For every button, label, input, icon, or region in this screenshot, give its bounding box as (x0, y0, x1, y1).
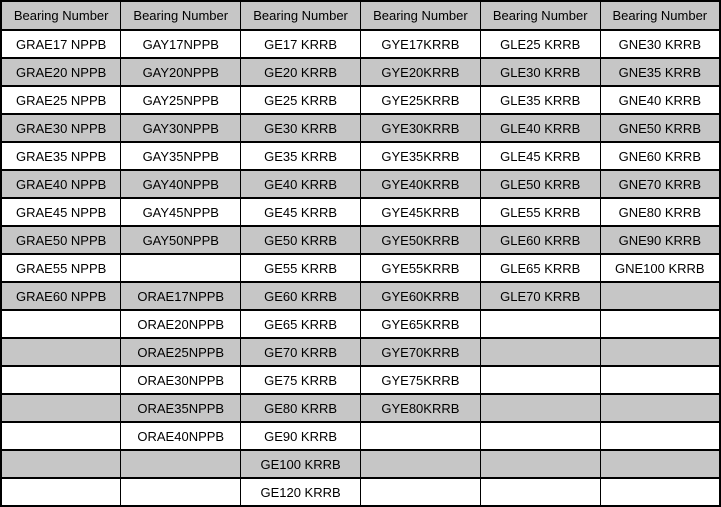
bearing-number-cell: GYE75KRRB (360, 366, 480, 394)
table-row-header (1, 1, 720, 30)
table-row (1, 366, 720, 394)
empty-cell (480, 422, 600, 450)
bearing-number-cell: ORAE35NPPB (121, 394, 241, 422)
bearing-number-cell: GAY30NPPB (121, 114, 241, 142)
bearing-number-cell: GYE70KRRB (360, 338, 480, 366)
bearing-number-cell: GLE65 KRRB (480, 254, 600, 282)
column-header: Bearing Number (480, 1, 600, 30)
bearing-number-cell: GAY25NPPB (121, 86, 241, 114)
bearing-number-cell: GE75 KRRB (241, 366, 361, 394)
bearing-number-cell: GNE100 KRRB (600, 254, 720, 282)
empty-cell (600, 282, 720, 310)
bearing-number-cell: GE60 KRRB (241, 282, 361, 310)
empty-cell (360, 478, 480, 506)
empty-cell (360, 450, 480, 478)
empty-cell (480, 338, 600, 366)
table-row (1, 310, 720, 338)
bearing-number-cell: GYE20KRRB (360, 58, 480, 86)
bearing-number-cell: GE70 KRRB (241, 338, 361, 366)
empty-cell (600, 310, 720, 338)
table-row (1, 226, 720, 254)
bearing-number-cell: GE80 KRRB (241, 394, 361, 422)
empty-cell (600, 366, 720, 394)
empty-cell (1, 478, 121, 506)
empty-cell (121, 450, 241, 478)
empty-cell (600, 450, 720, 478)
empty-cell (360, 422, 480, 450)
bearing-number-cell: GLE25 KRRB (480, 30, 600, 58)
bearing-number-cell: GYE80KRRB (360, 394, 480, 422)
column-header: Bearing Number (121, 1, 241, 30)
table-row (1, 86, 720, 114)
empty-cell (1, 394, 121, 422)
empty-cell (600, 338, 720, 366)
empty-cell (1, 310, 121, 338)
table-row (1, 394, 720, 422)
bearing-number-cell: ORAE25NPPB (121, 338, 241, 366)
empty-cell (480, 450, 600, 478)
bearing-number-cell: GLE35 KRRB (480, 86, 600, 114)
empty-cell (121, 254, 241, 282)
bearing-number-cell: GRAE20 NPPB (1, 58, 121, 86)
table-row (1, 282, 720, 310)
bearing-number-cell: GE40 KRRB (241, 170, 361, 198)
table-row (1, 338, 720, 366)
table-row (1, 450, 720, 478)
bearing-number-cell: GE50 KRRB (241, 226, 361, 254)
bearing-number-cell: GNE60 KRRB (600, 142, 720, 170)
empty-cell (1, 422, 121, 450)
bearing-number-cell: GAY40NPPB (121, 170, 241, 198)
empty-cell (1, 450, 121, 478)
column-header: Bearing Number (241, 1, 361, 30)
bearing-number-cell: GLE50 KRRB (480, 170, 600, 198)
bearing-number-cell: ORAE17NPPB (121, 282, 241, 310)
empty-cell (480, 366, 600, 394)
bearing-number-cell: GNE80 KRRB (600, 198, 720, 226)
bearing-number-cell: GLE70 KRRB (480, 282, 600, 310)
bearing-number-cell: GYE45KRRB (360, 198, 480, 226)
empty-cell (600, 394, 720, 422)
bearing-number-cell: GYE40KRRB (360, 170, 480, 198)
bearing-number-cell: GLE40 KRRB (480, 114, 600, 142)
bearing-number-cell: GNE70 KRRB (600, 170, 720, 198)
bearing-number-cell: GE17 KRRB (241, 30, 361, 58)
table-row (1, 478, 720, 506)
bearing-number-cell: GRAE30 NPPB (1, 114, 121, 142)
bearing-number-cell: GYE35KRRB (360, 142, 480, 170)
empty-cell (1, 366, 121, 394)
bearing-number-cell: GAY17NPPB (121, 30, 241, 58)
bearing-number-cell: GRAE60 NPPB (1, 282, 121, 310)
empty-cell (480, 310, 600, 338)
bearing-number-cell: GAY50NPPB (121, 226, 241, 254)
bearing-number-cell: GLE45 KRRB (480, 142, 600, 170)
bearing-number-cell: GE120 KRRB (241, 478, 361, 506)
bearing-number-cell: GRAE35 NPPB (1, 142, 121, 170)
bearing-number-cell: GNE50 KRRB (600, 114, 720, 142)
bearing-number-cell: GNE35 KRRB (600, 58, 720, 86)
empty-cell (480, 478, 600, 506)
bearing-number-cell: GYE65KRRB (360, 310, 480, 338)
bearing-number-cell: GAY35NPPB (121, 142, 241, 170)
bearing-number-cell: ORAE30NPPB (121, 366, 241, 394)
bearing-number-cell: GRAE25 NPPB (1, 86, 121, 114)
bearing-number-cell: GRAE17 NPPB (1, 30, 121, 58)
table-row (1, 142, 720, 170)
bearing-number-cell: GYE50KRRB (360, 226, 480, 254)
bearing-number-cell: GE65 KRRB (241, 310, 361, 338)
bearing-number-cell: GYE30KRRB (360, 114, 480, 142)
bearing-number-cell: GNE30 KRRB (600, 30, 720, 58)
bearing-number-cell: GE25 KRRB (241, 86, 361, 114)
table-row (1, 198, 720, 226)
table-row (1, 422, 720, 450)
bearing-number-cell: ORAE40NPPB (121, 422, 241, 450)
bearing-number-cell: GLE60 KRRB (480, 226, 600, 254)
empty-cell (480, 394, 600, 422)
bearing-number-cell: GLE30 KRRB (480, 58, 600, 86)
bearing-number-cell: GYE25KRRB (360, 86, 480, 114)
empty-cell (600, 478, 720, 506)
bearing-number-cell: GE30 KRRB (241, 114, 361, 142)
bearing-number-cell: GAY45NPPB (121, 198, 241, 226)
bearing-number-cell: GE55 KRRB (241, 254, 361, 282)
bearing-number-cell: GRAE40 NPPB (1, 170, 121, 198)
bearing-number-cell: GNE90 KRRB (600, 226, 720, 254)
bearing-number-cell: GRAE45 NPPB (1, 198, 121, 226)
bearing-number-cell: GAY20NPPB (121, 58, 241, 86)
bearing-number-cell: GNE40 KRRB (600, 86, 720, 114)
column-header: Bearing Number (600, 1, 720, 30)
bearing-number-cell: GYE60KRRB (360, 282, 480, 310)
bearing-number-cell: GLE55 KRRB (480, 198, 600, 226)
empty-cell (600, 422, 720, 450)
table-row (1, 114, 720, 142)
table-row (1, 254, 720, 282)
bearing-number-cell: GE90 KRRB (241, 422, 361, 450)
bearing-number-cell: GE45 KRRB (241, 198, 361, 226)
table-header-row (1, 1, 720, 30)
table-row (1, 58, 720, 86)
bearing-number-cell: ORAE20NPPB (121, 310, 241, 338)
bearing-number-cell: GE20 KRRB (241, 58, 361, 86)
table-row (1, 30, 720, 58)
empty-cell (121, 478, 241, 506)
bearing-number-cell: GE100 KRRB (241, 450, 361, 478)
bearing-number-cell: GRAE55 NPPB (1, 254, 121, 282)
bearing-number-cell: GYE55KRRB (360, 254, 480, 282)
table-body (1, 30, 720, 506)
column-header: Bearing Number (360, 1, 480, 30)
empty-cell (1, 338, 121, 366)
bearing-number-cell: GE35 KRRB (241, 142, 361, 170)
bearing-number-cell: GRAE50 NPPB (1, 226, 121, 254)
table-row (1, 170, 720, 198)
bearing-number-cell: GYE17KRRB (360, 30, 480, 58)
column-header: Bearing Number (1, 1, 121, 30)
